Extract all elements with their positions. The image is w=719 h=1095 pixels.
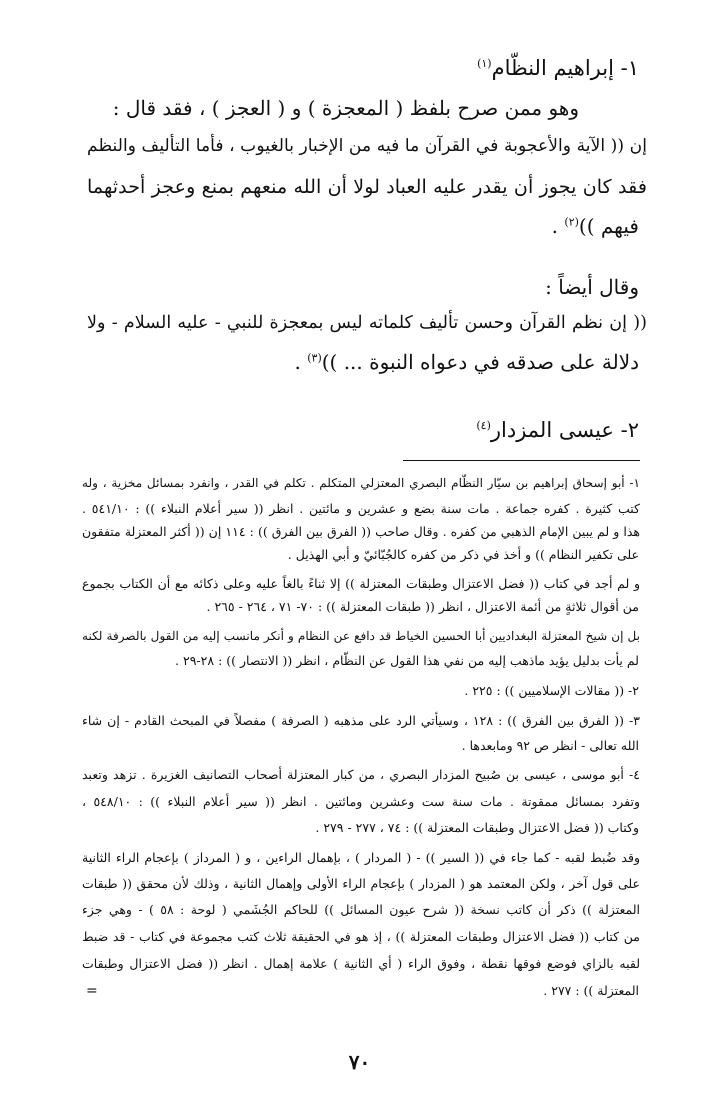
page-number: ٧٠ [348,1050,371,1074]
footnote-line: ٢- (( مقالات الإسلاميين )) : ٢٢٥ . [464,683,639,698]
body-line-2: إن (( الآية والأعجوبة في القرآن ما فيه من الإخبار بالغيوب ، فأما التأليف والنظم [87,136,647,156]
footnote-line: المعتزلة )) ذكر أن كاتب نسخة (( شرح عيون المسائل )) للحاكم الجُشَمي ( لوحة : ٥٨ ) - وهي جزء [82,902,640,917]
footnote-line: و لم أجد في كتاب (( فضل الاعتزال وطبقات المعتزلة )) إلا ثناءً بالغاً عليه وعلى ذكائه مع أن الكتاب بجموع [82,576,640,591]
footnote-line: من كتاب (( فضل الاعتزال وطبقات المعتزلة )) ، إذ هو في الحقيقة ثلاث كتب مجموعة في كتاب - قد ضبط [82,929,640,944]
body-text: دلالة على صدقه في دعواه النبوة ... )) [321,350,639,374]
footnote-line: وتفرد بمسائل ممقوتة . مات سنة ست وعشرين ومائتين . انظر (( سير أعلام النبلاء )) : ٥٤٨/١٠ ، [82,794,640,809]
body-line-3: فقد كان يجوز أن يقدر عليه العباد لولا أن الله منعهم بمنع وعجز أحدثهما [87,175,647,198]
footnote-ref-3: (٣) [307,351,322,365]
footnote-ref-2: (٢) [564,215,579,229]
footnote-separator [403,460,640,461]
footnote-line: ٣- (( الفرق بين الفرق )) : ١٢٨ ، وسيأتي الرد على مذهبه ( الصرفة ) مفصلاً في المبحث القادم - إن شاء [82,713,640,728]
body-line-4: فيهم ))$^{(٢)}$ . [551,214,639,238]
heading-text: ٢- عيسى المزدار [490,418,639,442]
footnote-ref-1: (١) [477,57,492,70]
continuation-mark: = [86,983,98,999]
section-heading-1 [477,56,639,80]
footnote-line: ٤- أبو موسى ، عيسى بن صُبيح المزدار البصري ، من كبار المعتزلة أصحاب التصانيف الغزيرة . تزهد وتعبد [82,767,640,782]
footnote-line: لم يأت بدليل يؤيد ماذهب إليه من نفي هذا القول عن النظّام ، انظر (( الانتصار )) : ٢٨-٢٩ . [175,653,639,668]
body-line-5: وقال أيضاً : [545,275,639,299]
footnote-line: هذا و لم يبين الإمام الذهبي من كفره . وقال صاحب (( الفرق بين الفرق )) : ١١٤ إن (( أكثر المعتزلة متفقون [82,524,640,539]
footnote-line: بل إن شيخ المعتزلة البغداديين أبا الحسين الخياط قد دافع عن النظام و أنكر مانسب إليه من القول بالصرفة لكنه [82,629,640,643]
footnote-line: وكتاب (( فضل الاعتزال وطبقات المعتزلة )) : ٧٤ ، ٢٧٧ - ٢٧٩ . [315,820,639,835]
body-line-1: وهو ممن صرح بلفظ ( المعجزة ) و ( العجز ) ، فقد قال : [112,96,579,120]
footnote-line: المعتزلة )) : ٢٧٧ . [543,983,639,998]
heading-text: ١- إبراهيم النظّام [491,56,639,80]
footnote-line: من أقوال ثلاثةٍ من أئمة الاعتزال ، انظر (( طبقات المعتزلة )) : ٧٠- ٧١ ، ٢٦٤ - ٢٦٥ . [206,599,639,614]
body-line-7: دلالة على صدقه في دعواه النبوة ... ))$^{(٣)}$ . [294,350,639,374]
footnote-ref-4: (٤) [476,419,491,432]
body-text: فيهم )) [578,214,639,238]
footnote-line: ١- أبو إسحاق إبراهيم بن سيّار النظّام البصري المعتزلي المتكلم . تكلم في القدر ، وانفرد بمسائل مخزية ، وله [82,476,640,490]
footnote-line: على تكفير النظام )) و أخذ في ذكر من كفره كالجُبّائيّ و أبي الهذيل . [287,547,639,562]
body-line-6: (( إن نظم القرآن وحسن تأليف كلماته ليس بمعجزة للنبي - عليه السلام - ولا [87,313,647,333]
footnote-line: كتب كثيرة . كفره جماعة . مات سنة بضع و عشرين و مائتين . انظر (( سير أعلام النبلاء )) : ٥٤١/١٠ . [82,501,640,516]
section-heading-2 [476,418,639,442]
footnote-line: على قول آخر ، ولكن المعتمد هو ( المزدار ) بإعجام الراء الأولى وإهمال الثانية ، وذلك لأن محقق (( طبقات [82,876,640,891]
footnote-line: وقد ضُبط لقبه - كما جاء في (( السير )) - ( المردار ) ، بإهمال الراءين ، و ( المرداز ) بإعجام الراء الثانية [82,850,640,865]
footnote-line: لقبه بالزاي فوضع فوقها نقطة ، وفوق الراء ( أي الثانية ) علامة إهمال . انظر (( فضل الاعتزال وطبقات [82,956,640,971]
footnote-line: الله تعالى - انظر ص ٩٢ ومابعدها . [461,738,639,753]
